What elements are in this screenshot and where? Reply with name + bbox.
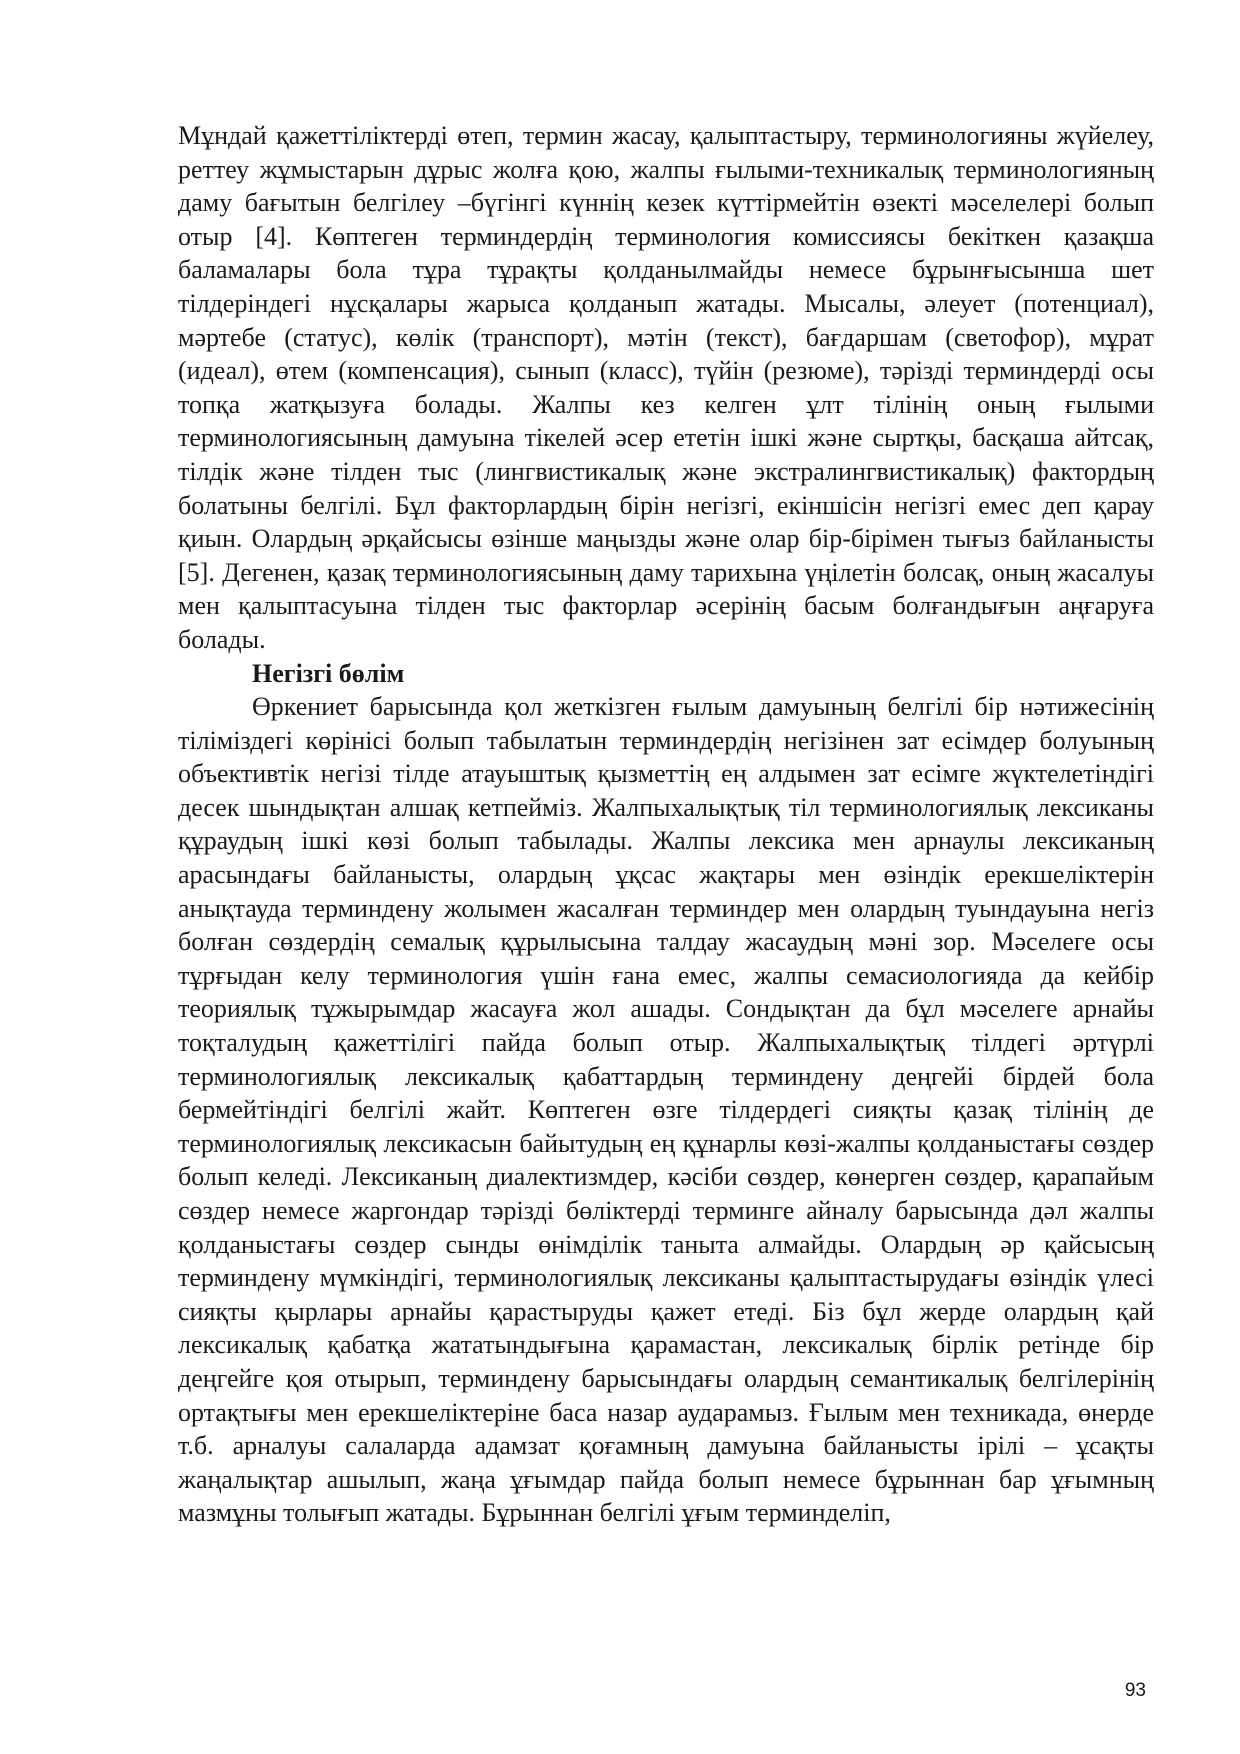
paragraph-main: Өркениет барысында қол жеткізген ғылым дамуының белгілі бір нәтижесінің тіліміздегі көрінісі болып табылатын терминдердің негізінен зат есімдер болуының объективтік негізі тілде атауыштық қызметтің ең алдымен зат есімге жүктелетіндігі десек шындықтан алшақ кетпейміз. Жалпыхалықтық тіл терминологиялық лексиканы құраудың ішкі көзі болып табылады. Жалпы лексика мен арнаулы лексиканың арасындағы байланысты, олардың ұқсас жақтары мен өзіндік ерекшеліктерін анықтауда терминдену жолымен жасалған терминдер мен олардың туындауына негіз болған сөздердің семалық құрылысына талдау жасаудың мәні зор. Мәселеге осы тұрғыдан келу терминология үшін ғана емес, жалпы семасиологияда да кейбір теориялық тұжырымдар жасауға жол ашады. Сондықтан да бұл мәселеге арнайы тоқталудың қажеттілігі пайда болып отыр. Жалпыхалықтық тілдегі әртүрлі терминологиялық лексикалық қабаттардың терминдену деңгейі бірдей бола бермейтіндігі белгілі жайт. Көптеген өзге тілдердегі сияқты қазақ тілінің де терминологиялық лексикасын байытудың ең құнарлы көзі-жалпы қолданыстағы сөздер болып келеді. Лексиканың диалектизмдер, кәсіби сөздер, көнерген сөздер, қарапайым сөздер немесе жаргондар тәрізді бөліктерді терминге айналу барысында дәл жалпы қолданыстағы сөздер сынды өнімділік таныта алмайды. Олардың әр қайсысың терминдену мүмкіндігі, терминологиялық лексиканы қалыптастырудағы өзіндік үлесі сияқты қырлары арнайы қарастыруды қажет етеді. Біз бұл жерде олардың қай лексикалық қабатқа жататындығына қарамастан, лексикалық бірлік ретінде бір деңгейге қоя отырып, терминдену барысындағы олардың семантикалық белгілерінің ортақтығы мен ерекшеліктеріне баса назар аударамыз. Ғылым мен техникада, өнерде т.б. арналуы салаларда адамзат қоғамның дамуына байланысты ірілі – ұсақты жаңалықтар ашылып, жаңа ұғымдар пайда болып немесе бұрыннан бар ұғымның мазмұны толығып жатады. Бұрыннан белгілі ұғым терминделіп, — [178, 692, 1154, 1528]
paragraph-intro: Мұндай қажеттіліктерді өтеп, термин жасау, қалыптастыру, терминологияны жүйелеу, реттеу жұмыстарын дұрыс жолға қою, жалпы ғылыми-техникалық терминологияның даму бағытын белгілеу –бүгінгі күннің кезек күттірмейтін өзекті мәселелері болып отыр [4]. Көптеген терминдердің терминология комиссиясы бекіткен қазақша баламалары бола тұра тұрақты қолданылмайды немесе бұрынғысынша шет тілдеріндегі нұсқалары жарыса қолданып жатады. Мысалы, әлеует (потенциал), мәртебе (статус), көлік (транспорт), мәтін (текст), бағдаршам (светофор), мұрат (идеал), өтем (компенсация), сынып (класс), түйін (резюме), тәрізді терминдерді осы топқа жатқызуға болады. Жалпы кез келген ұлт тілінің оның ғылыми терминологиясының дамуына тікелей әсер ететін ішкі және сыртқы, басқаша айтсақ, тілдік және тілден тыс (лингвистикалық және экстралингвистикалық) фактордың болатыны белгілі. Бұл факторлардың бірін негізгі, екіншісін негізгі емес деп қарау қиын. Олардың әрқайсысы өзінше маңызды және олар бір-бірімен тығыз байланысты [5]. Дегенен, қазақ терминологиясының даму тарихына үңілетін болсақ, оның жасалуы мен қалыптасуына тілден тыс факторлар әсерінің басым болғандығын аңғаруға болады. — [178, 121, 1154, 654]
page-number: 93 — [1124, 1680, 1146, 1701]
section-heading: Негізгі бөлім — [252, 658, 405, 688]
body-text — [178, 119, 1154, 1530]
